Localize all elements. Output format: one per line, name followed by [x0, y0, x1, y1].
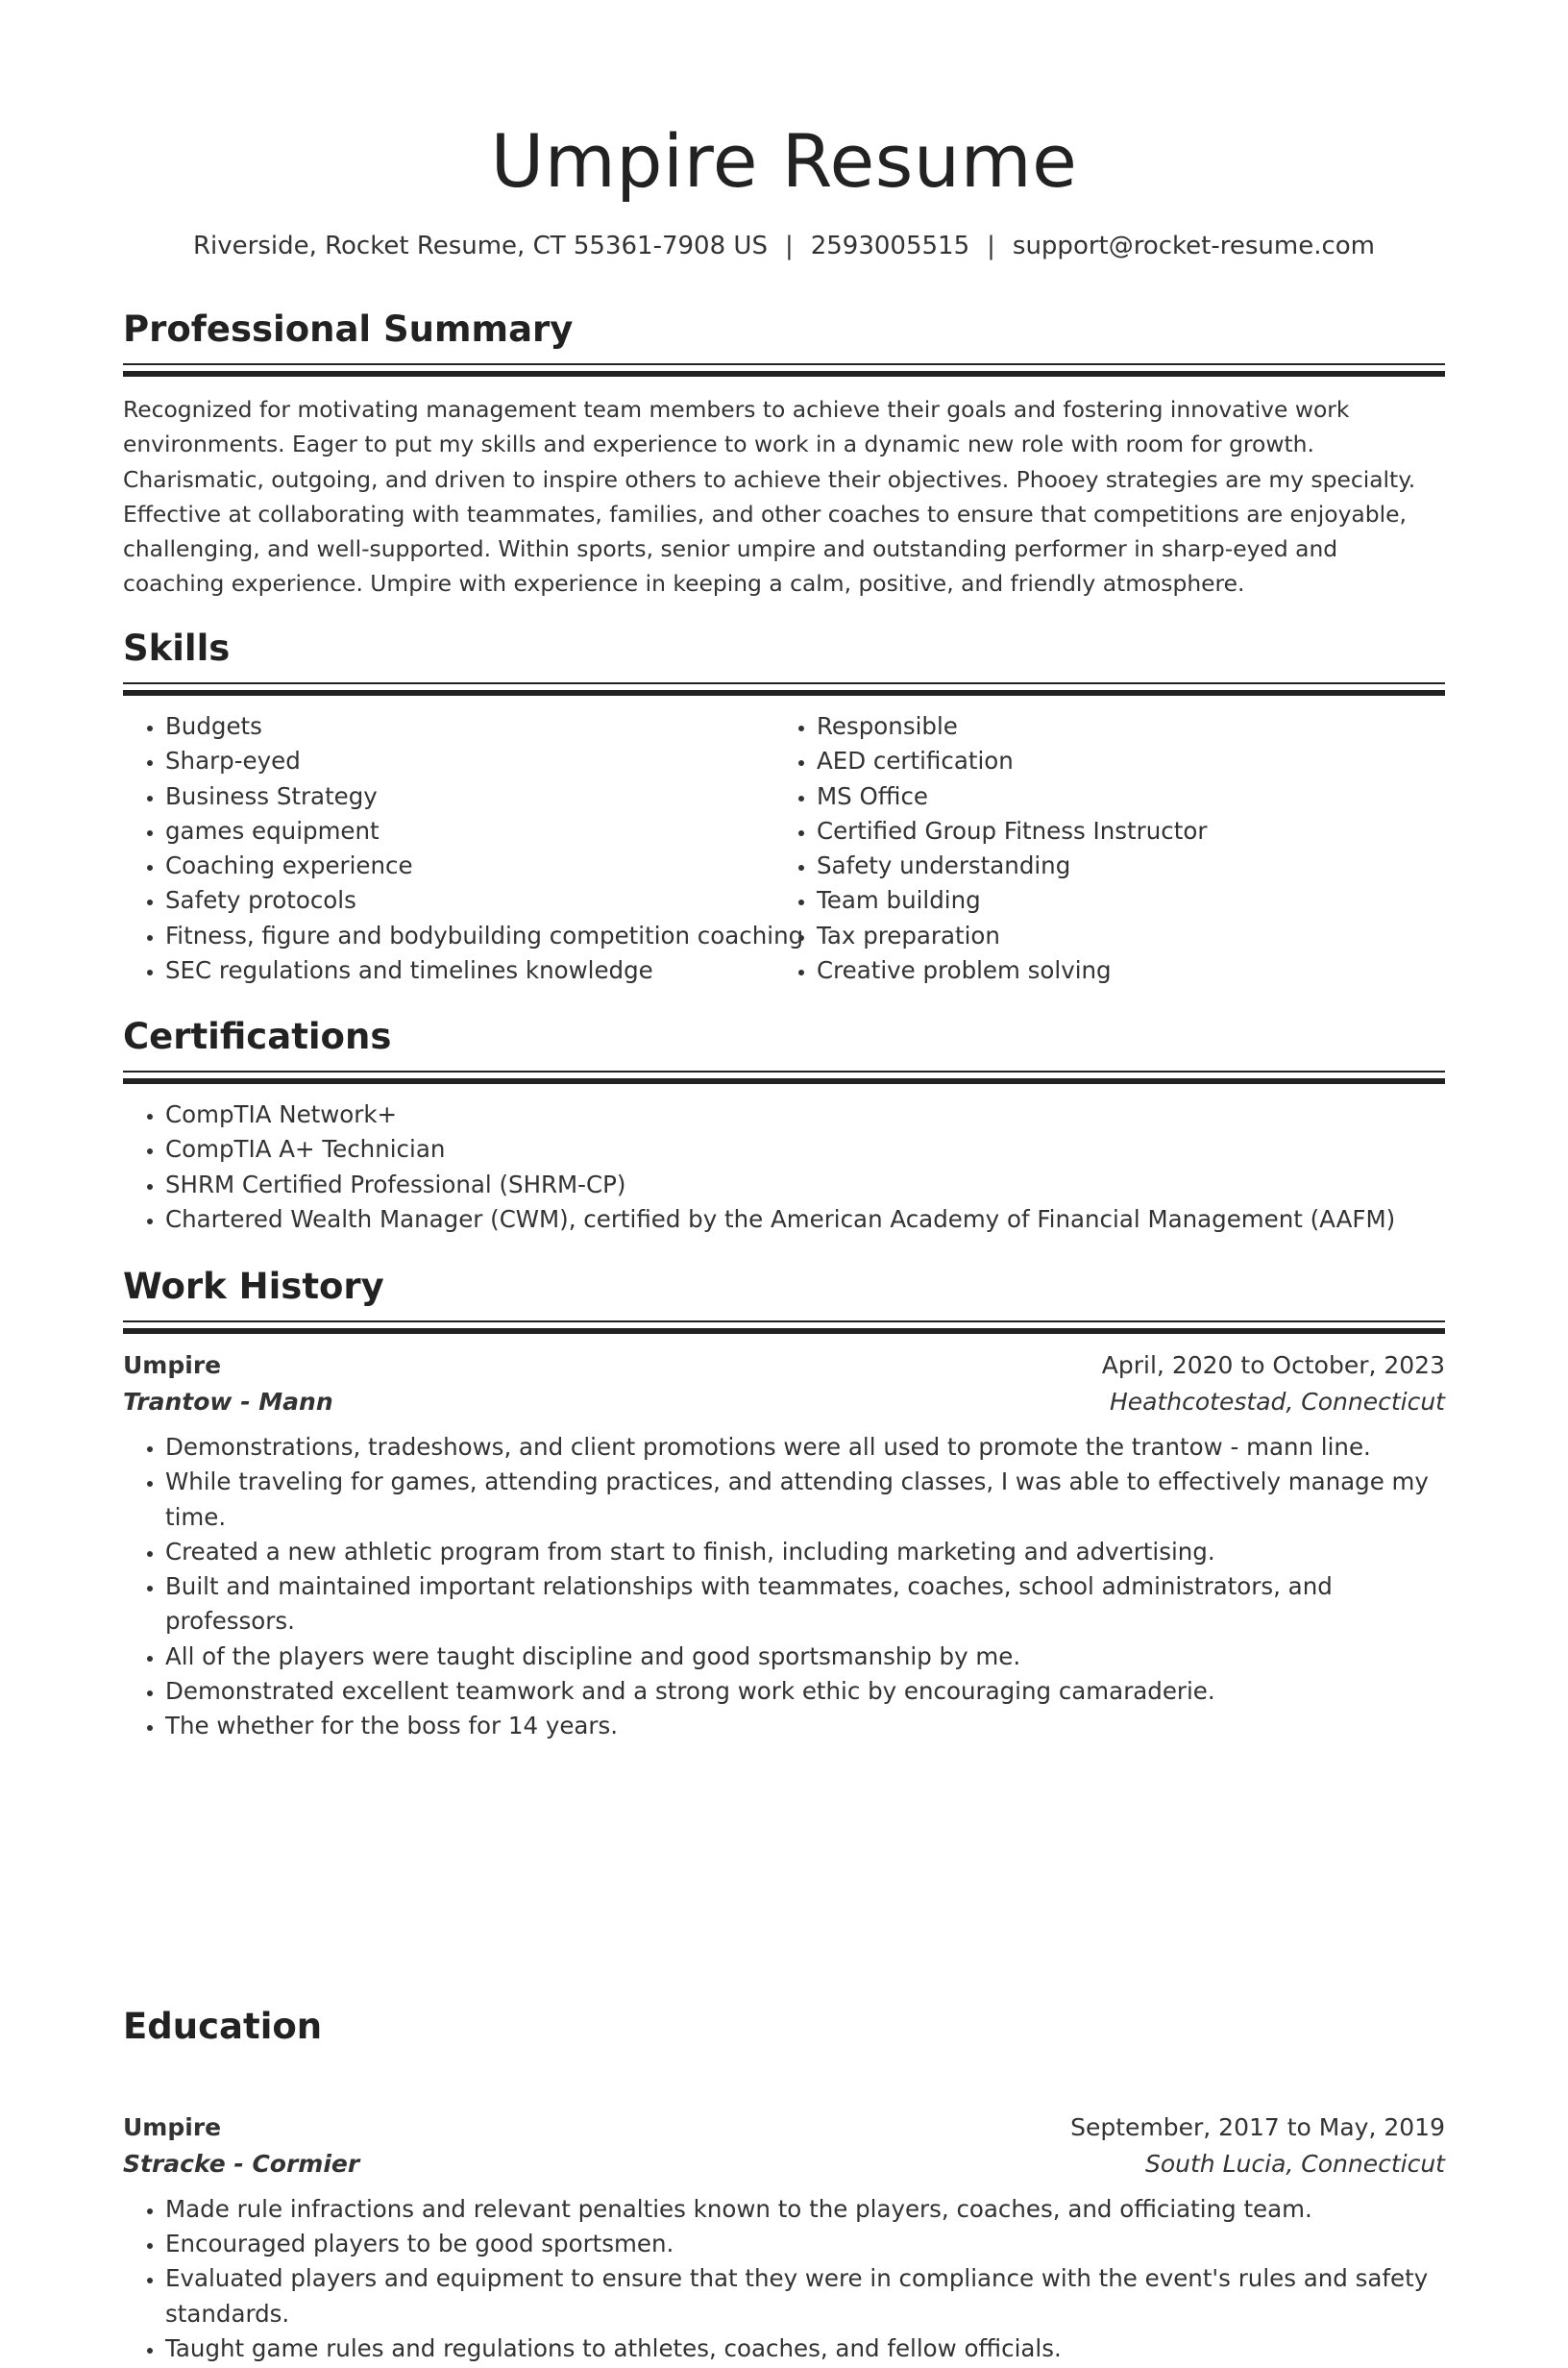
skill-item: • Creative problem solving [817, 953, 1422, 988]
job-dates: April, 2020 to October, 2023 [1101, 1351, 1445, 1379]
skill-item: • games equipment [165, 814, 774, 849]
job-bullet: • The whether for the boss for 14 years. [165, 1709, 1445, 1743]
resume-name: Umpire Resume [490, 118, 1078, 204]
job-bullet: • Encouraged players to be good sportsmen. [165, 2227, 1445, 2261]
job-entry [123, 1347, 1445, 1744]
certification-item: • CompTIA Network+ [165, 1098, 1445, 1132]
skill-item: • AED certification [817, 744, 1422, 778]
skill-item: • Team building [817, 883, 1422, 918]
skill-item: • Fitness, figure and bodybuilding competition coaching [165, 919, 774, 953]
skills-column-right [774, 709, 1422, 988]
skill-item: • Safety protocols [165, 883, 774, 918]
job-subheader-row [123, 2146, 1445, 2183]
job-bullet: • Made rule infractions and relevant penalties known to the players, coaches, and officiating team. [165, 2192, 1445, 2227]
job-header-row [123, 2109, 1445, 2146]
job-title: Umpire [123, 1351, 222, 1379]
certification-item: • CompTIA A+ Technician [165, 1132, 1445, 1167]
certifications-title: Certifications [123, 1016, 392, 1057]
job-bullet: • While traveling for games, attending practices, and attending classes, I was able to effectively manage my time. [165, 1465, 1445, 1535]
contact-separator: | [987, 232, 995, 260]
contact-line [123, 227, 1445, 265]
education-section [123, 2003, 1445, 2051]
job-bullet: • All of the players were taught discipline and good sportsmanship by me. [165, 1640, 1445, 1674]
job-bullet: • Demonstrated excellent teamwork and a strong work ethic by encouraging camaraderie. [165, 1674, 1445, 1709]
contact-separator: | [784, 232, 794, 260]
certifications-list [123, 1098, 1445, 1237]
skill-item: • MS Office [817, 779, 1422, 814]
contact-phone: 2593005515 [810, 232, 970, 260]
skill-item: • SEC regulations and timelines knowledge [165, 953, 774, 988]
skill-item: • Certified Group Fitness Instructor [817, 814, 1422, 849]
job-bullets [123, 1430, 1445, 1744]
skill-item: • Tax preparation [817, 919, 1422, 953]
job-dates: September, 2017 to May, 2019 [1070, 2112, 1445, 2141]
section-divider [123, 1320, 1445, 1336]
job-header-row [123, 1347, 1445, 1384]
summary-section [123, 306, 1445, 602]
skills-title: Skills [123, 628, 231, 669]
certifications-section [123, 1013, 1445, 1237]
skill-item: • Budgets [165, 709, 774, 744]
job-bullets [123, 2192, 1445, 2366]
job-location: South Lucia, Connecticut [1145, 2149, 1445, 2178]
job-title: Umpire [123, 2112, 222, 2141]
skill-item: • Coaching experience [165, 849, 774, 883]
skill-item: • Sharp-eyed [165, 744, 774, 778]
job-company: Trantow - Mann [123, 1388, 333, 1416]
job-bullet: • Demonstrations, tradeshows, and client promotions were all used to promote the trantow - mann line. [165, 1430, 1445, 1465]
job-subheader-row [123, 1384, 1445, 1420]
certification-item: • SHRM Certified Professional (SHRM-CP) [165, 1168, 1445, 1202]
skill-item: • Responsible [817, 709, 1422, 744]
certification-item: • Chartered Wealth Manager (CWM), certified by the American Academy of Financial Management (AAFM) [165, 1202, 1445, 1237]
job-location: Heathcotestad, Connecticut [1110, 1388, 1445, 1416]
skills-section [123, 625, 1445, 988]
contact-address: Riverside, Rocket Resume, CT 55361-7908 US [192, 232, 768, 260]
job-bullet: • Evaluated players and equipment to ensure that they were in compliance with the event's rules and safety standards. [165, 2261, 1445, 2331]
education-title: Education [123, 2006, 323, 2047]
work-history-title: Work History [123, 1266, 384, 1307]
work-history-section [123, 1263, 1445, 1336]
section-divider [123, 682, 1445, 698]
summary-text: Recognized for motivating management team members to achieve their goals and fostering innovative work environments. Eager to put my skills and experience to work in a dynamic new role with room for growth. Charismatic, outgoing, and driven to inspire others to achieve their objectives. Phooey strategies are my specialty. Effective at collaborating with teammates, families, and other coaches to ensure that competitions are enjoyable, challenging, and well-supported. Within sports, senior umpire and outstanding performer in sharp-eyed and coaching experience. Umpire with experience in keeping a calm, positive, and friendly atmosphere. [123, 396, 1416, 598]
job-bullet: • Created a new athletic program from start to finish, including marketing and advertising. [165, 1535, 1445, 1569]
job-bullet: • Taught game rules and regulations to athletes, coaches, and fellow officials. [165, 2331, 1445, 2366]
skill-item: • Business Strategy [165, 779, 774, 814]
contact-email: support@rocket-resume.com [1012, 232, 1376, 260]
resume-content [123, 0, 1445, 2362]
skill-item: • Safety understanding [817, 849, 1422, 883]
summary-title: Professional Summary [123, 308, 574, 350]
section-divider [123, 363, 1445, 379]
job-entry [123, 2109, 1445, 2366]
section-divider [123, 1071, 1445, 1086]
skills-column-left [123, 709, 804, 988]
job-company: Stracke - Cormier [123, 2149, 360, 2178]
skills-grid [123, 709, 1445, 988]
job-bullet: • Built and maintained important relationships with teammates, coaches, school administrators, and professors. [165, 1569, 1445, 1640]
